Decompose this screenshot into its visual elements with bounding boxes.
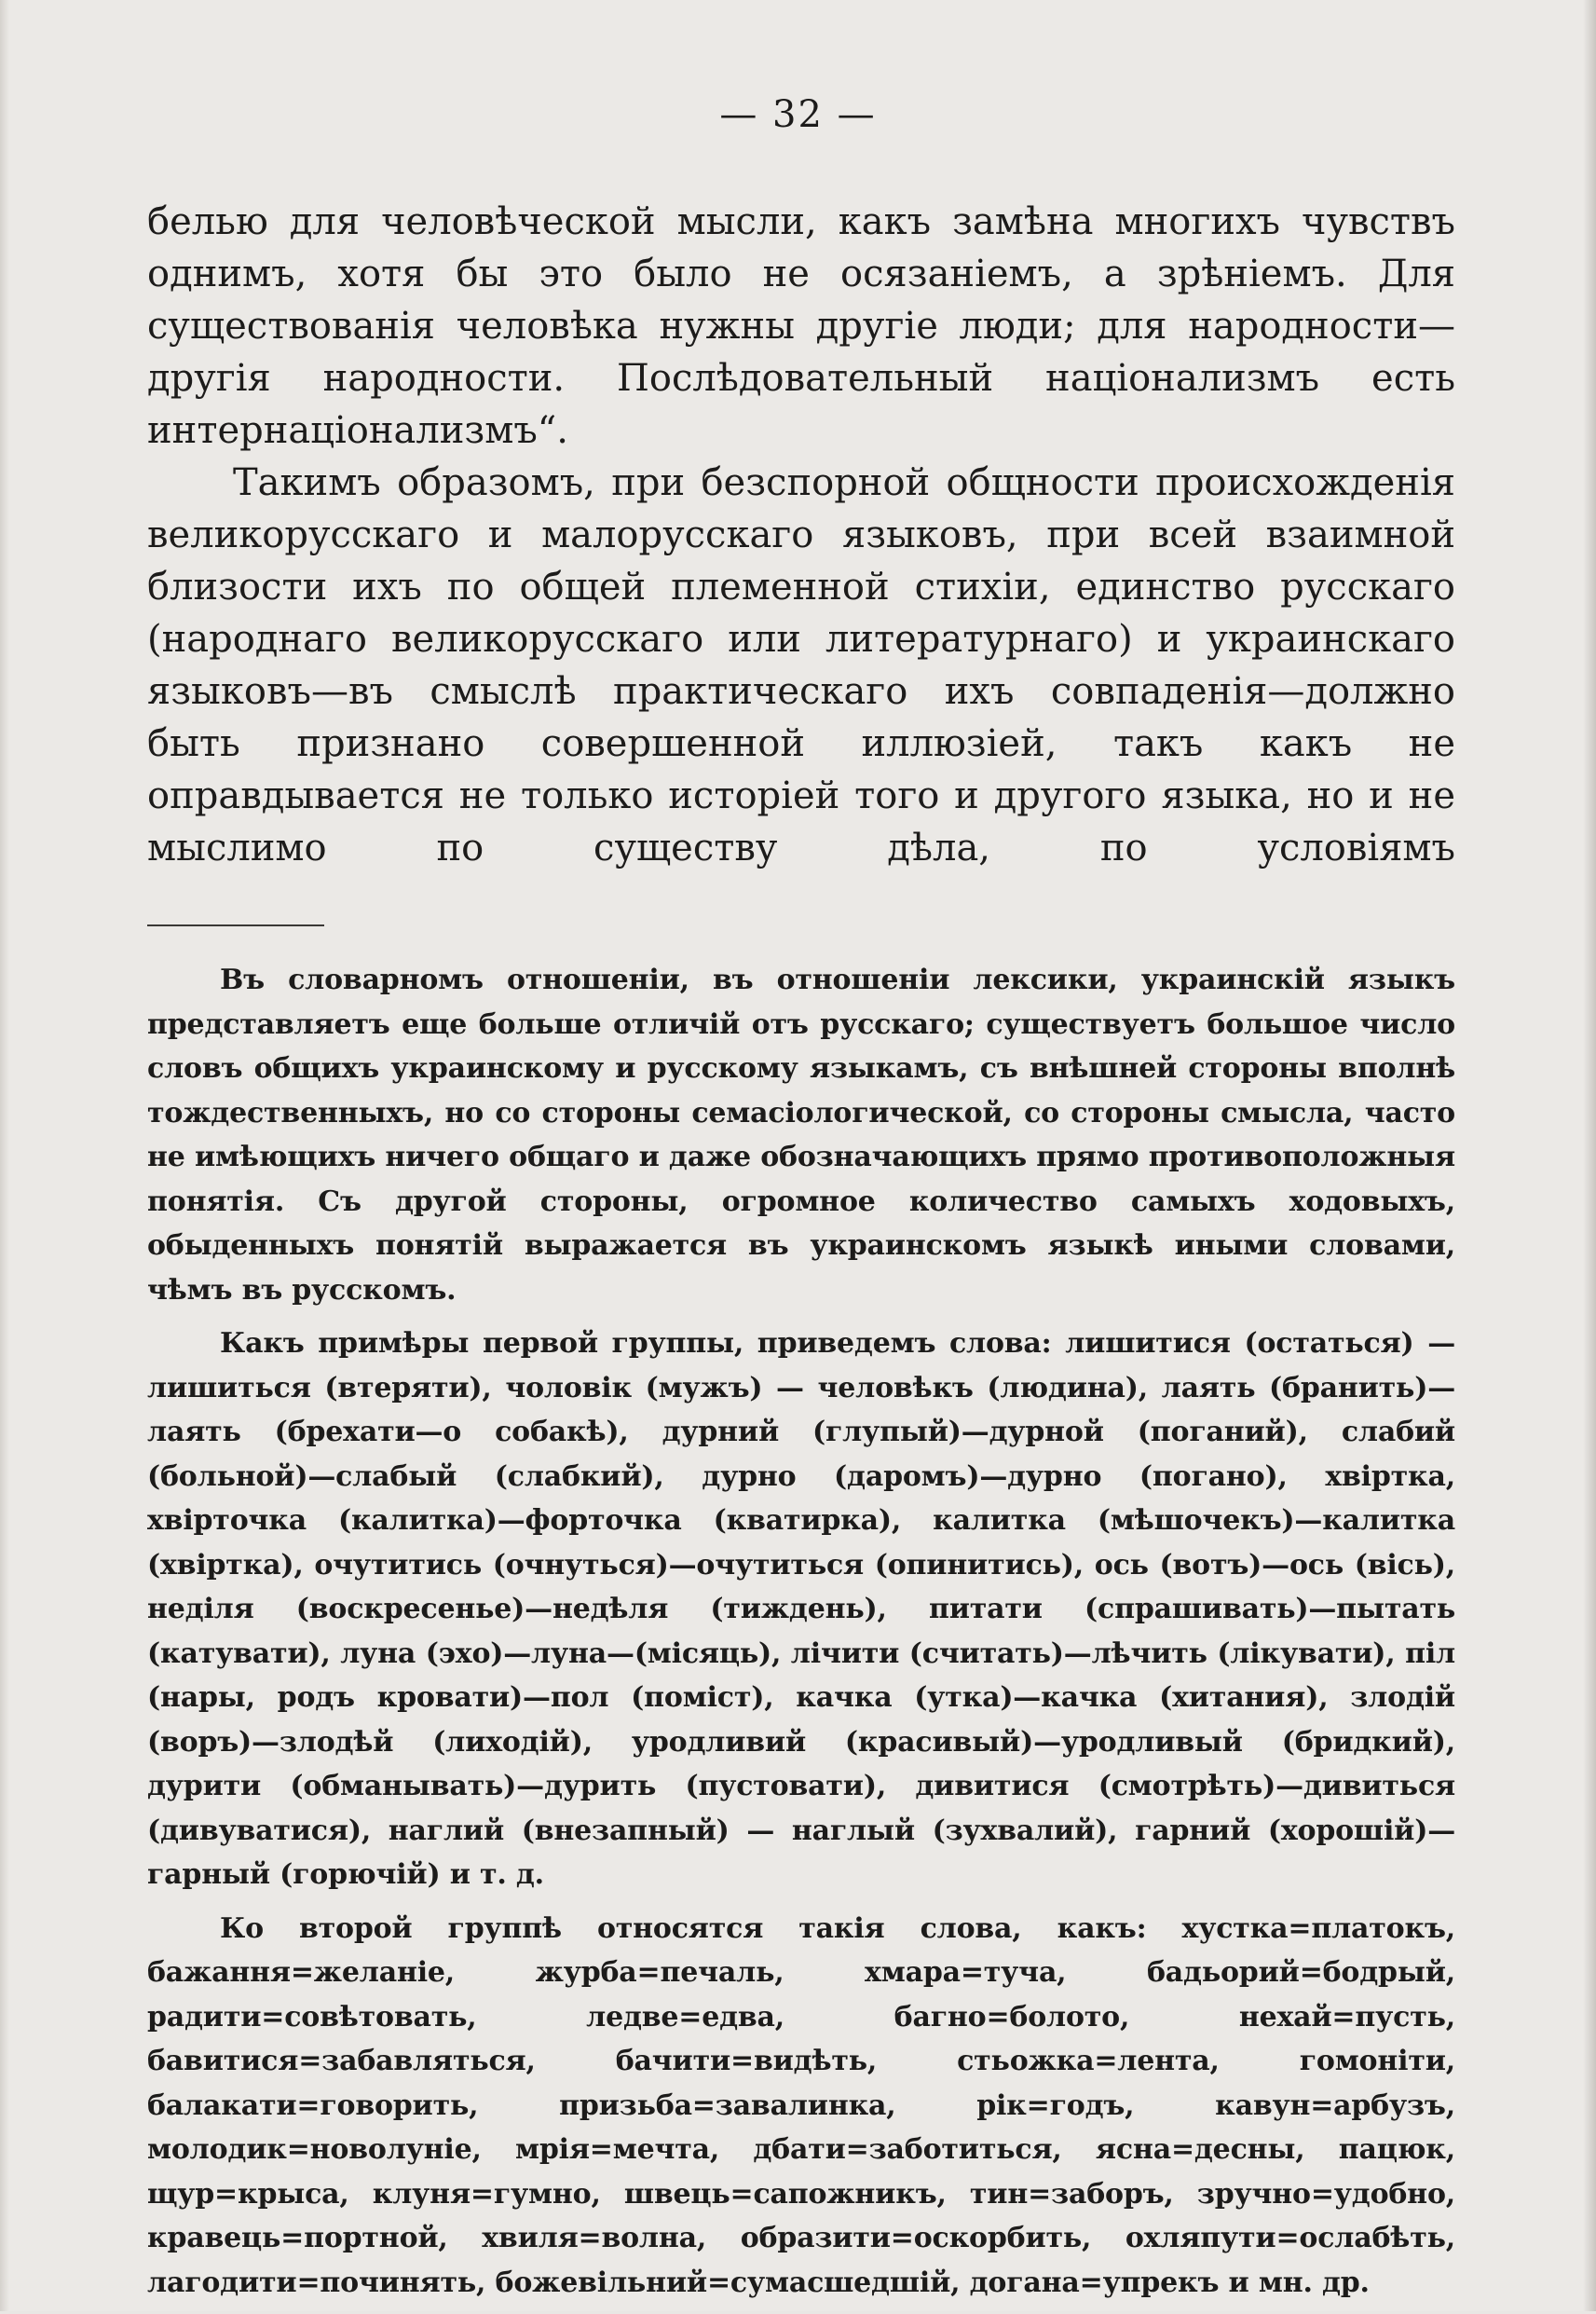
footnote-block (147, 958, 1455, 2314)
footnote-paragraph-1: Въ словарномъ отношеніи, въ отношеніи лексики, украинскій языкъ представляетъ еще больше отличій отъ русскаго; существуетъ большое число словъ общихъ украинскому и русскому языкамъ, съ внѣшней стороны вполнѣ тождественныхъ, но со стороны семасіологической, со стороны смысла, часто не имѣющихъ ничего общаго и даже обозначающихъ прямо противоположныя понятія. Съ другой стороны, огромное количество самыхъ ходовыхъ, обыденныхъ понятій выражается въ украинскомъ языкѣ иными словами, чѣмъ въ русскомъ. (147, 964, 1455, 1307)
main-paragraph-1: белью для человѣческой мысли, какъ замѣна многихъ чувствъ однимъ, хотя бы это было не осязаніемъ, а зрѣніемъ. Для существованія человѣка нужны другіе люди; для народности—другія народности. Послѣдовательный націонализмъ есть интернаціонализмъ“. (147, 200, 1455, 452)
page-edge-shadow-right (1583, 0, 1596, 2311)
footnote-paragraph-2: Какъ примѣры первой группы, приведемъ слова: лишитися (остаться) — лишиться (втеряти), чоловік (мужъ) — человѣкъ (людина), лаять (бранить)—лаять (брехати—о собакѣ), дурний (глупый)—дурной (поганий), слабий (больной)—слабый (слабкий), дурно (даромъ)—дурно (погано), хвіртка, хвірточка (калитка)—форточка (кватирка), калитка (мѣшочекъ)—калитка (хвіртка), очутитись (очнуться)—очутиться (опинитись), ось (вотъ)—ось (вісь), неділя (воскресенье)—недѣля (тиждень), питати (спрашивать)—пытать (катувати), луна (эхо)—луна—(місяць), лічити (считать)—лѣчить (лікувати), піл (нары, родъ кровати)—пол (поміст), качка (утка)—качка (хитания), злодій (воръ)—злодѣй (лиходій), уродливий (красивый)—уродливый (бридкий), дурити (обманывать)—дурить (пустовати), дивитися (смотрѣть)—дивиться (дивуватися), наглий (внезапный) — наглый (зухвалий), гарний (хорошій)—гарный (горючій) и т. д. (147, 1327, 1455, 1891)
page-number: — 32 — (719, 93, 877, 136)
page-edge-shadow-left (0, 0, 9, 2311)
footnote-paragraph-3: Ко второй группѣ относятся такія слова, какъ: хустка=платокъ, бажання=желаніе, журба=печаль, хмара=туча, бадьорий=бодрый, радити=совѣтовать, ледве=едва, багно=болото, нехай=пусть, бавитися=забавляться, бачити=видѣть, стьожка=лента, гомоніти, балакати=говорить, призьба=завалинка, рік=годъ, кавун=арбузъ, молодик=новолуніе, мрія=мечта, дбати=заботиться, ясна=десны, пацюк, щур=крыса, клуня=гумно, швець=сапожникъ, тин=заборъ, зручно=удобно, кравець=портной, хвиля=волна, образити=оскорбить, охляпути=ослабѣть, лагодити=починять, божевільний=сумасшедшій, догана=упрекъ и мн. др. (147, 1911, 1455, 2299)
main-paragraph-2: Такимъ образомъ, при безспорной общности происхожденія великорусскаго и малорусскаго языковъ, при всей взаимной близости ихъ по общей племенной стихіи, единство русскаго (народнаго великорусскаго или литературнаго) и украинскаго языковъ—въ смыслѣ практическаго ихъ совпаденія—должно быть признано совершенной иллюзіей, такъ какъ не оправдывается не только исторіей того и другого языка, но и не мыслимо по существу дѣла, по условіямъ (147, 461, 1455, 869)
main-text-block (147, 196, 1455, 874)
footnote-separator-rule (147, 924, 324, 926)
